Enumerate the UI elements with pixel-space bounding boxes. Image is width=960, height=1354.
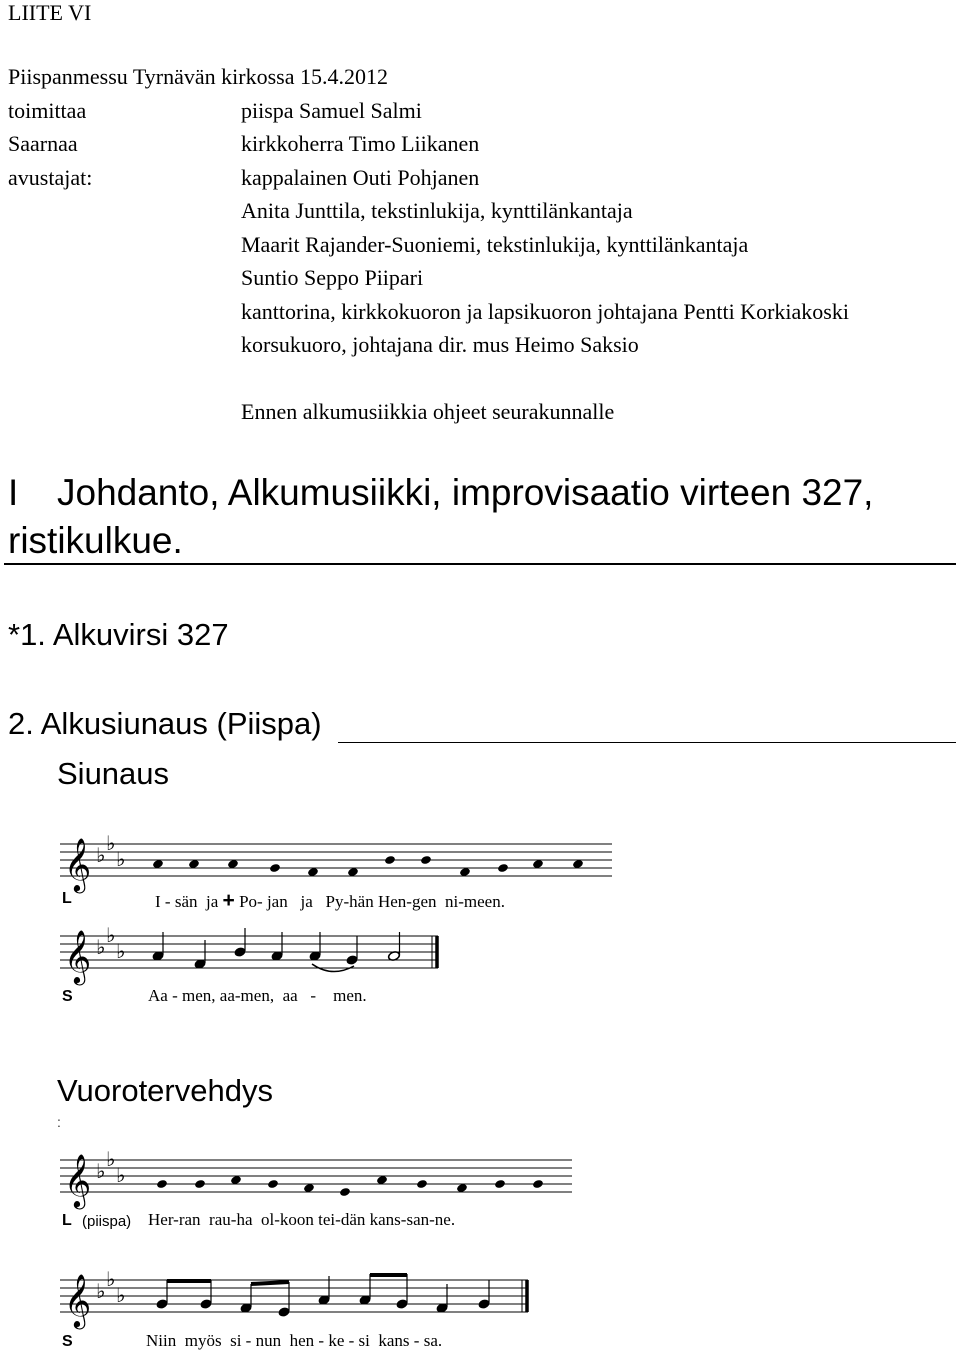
instructions: Ennen alkumusiikkia ohjeet seurakunnalle <box>241 399 615 424</box>
item-alkuvirsi: *1. Alkuvirsi 327 <box>8 617 229 652</box>
role-label: avustajat: <box>8 165 93 190</box>
speaker-label: S <box>62 1333 73 1350</box>
subsection-vuorotervehdys: Vuorotervehdys <box>57 1073 273 1108</box>
item-alkusiunaus: 2. Alkusiunaus (Piispa) <box>8 706 322 741</box>
assistant-line: Anita Junttila, tekstinlukija, kynttilänkantaja <box>241 198 633 223</box>
role-person: kirkkoherra Timo Liikanen <box>241 131 480 156</box>
item-divider <box>338 742 956 743</box>
flat-sign-icon: ♭ <box>116 1163 126 1187</box>
appendix-label: LIITE VI <box>8 0 92 25</box>
assistant-line: Suntio Seppo Piipari <box>241 265 424 290</box>
music-staff-vuoro-1 <box>60 1148 580 1208</box>
section-numeral: I <box>8 472 19 513</box>
subsection-siunaus: Siunaus <box>57 756 170 791</box>
role-label: toimittaa <box>8 98 87 123</box>
flat-sign-icon: ♭ <box>106 1147 116 1171</box>
speaker-label: L <box>62 890 72 907</box>
lyrics-line: Niin myös si - nun hen - ke - si kans - sa. <box>146 1331 443 1350</box>
role-person: piispa Samuel Salmi <box>241 98 422 123</box>
flat-sign-icon: ♭ <box>116 1283 126 1307</box>
flat-sign-icon: ♭ <box>106 923 116 947</box>
assistant-line: kanttorina, kirkkokuoron ja lapsikuoron johtajana Pentti Korkiakoski <box>241 299 849 324</box>
treble-clef-icon: 𝄞 <box>64 1153 92 1207</box>
speaker-label: S <box>62 988 73 1005</box>
music-staff-vuoro-2 <box>60 1268 540 1328</box>
speaker-note: (piispa) <box>82 1213 132 1230</box>
treble-clef-icon: 𝄞 <box>64 1273 92 1327</box>
flat-sign-icon: ♭ <box>116 847 126 871</box>
music-staff-siunaus-1 <box>60 832 620 892</box>
section-divider <box>4 563 956 565</box>
flat-sign-icon: ♭ <box>106 1267 116 1291</box>
assistant-line: Maarit Rajander-Suoniemi, tekstinlukija, kynttilänkantaja <box>241 232 749 257</box>
service-title: Piispanmessu Tyrnävän kirkossa 15.4.2012 <box>8 64 388 89</box>
assistant-line: korsukuoro, johtajana dir. mus Heimo Saksio <box>241 332 639 357</box>
role-person: kappalainen Outi Pohjanen <box>241 165 480 190</box>
flat-sign-icon: ♭ <box>96 843 106 867</box>
cross-mark: + <box>222 889 235 912</box>
lyrics-line: I - sän ja + Po- jan ja Py-hän Hen-gen ni-meen. <box>155 889 505 912</box>
flat-sign-icon: ♭ <box>96 935 106 959</box>
section-heading-line2: ristikulkue. <box>8 520 183 561</box>
flat-sign-icon: ♭ <box>96 1279 106 1303</box>
lyrics-line: Her-ran rau-ha ol-koon tei-dän kans-san-ne. <box>148 1210 456 1229</box>
speaker-label: L <box>62 1212 72 1229</box>
treble-clef-icon: 𝄞 <box>64 837 92 891</box>
flat-sign-icon: ♭ <box>106 831 116 855</box>
music-staff-siunaus-2 <box>60 924 450 984</box>
flat-sign-icon: ♭ <box>96 1159 106 1183</box>
section-heading-line1: Johdanto, Alkumusiikki, improvisaatio virteen 327, <box>57 472 874 513</box>
flat-sign-icon: ♭ <box>116 939 126 963</box>
treble-clef-icon: 𝄞 <box>64 929 92 983</box>
colon-mark: : <box>57 1114 61 1130</box>
role-label: Saarnaa <box>8 131 78 156</box>
lyrics-line: Aa - men, aa-men, aa - men. <box>148 986 367 1005</box>
